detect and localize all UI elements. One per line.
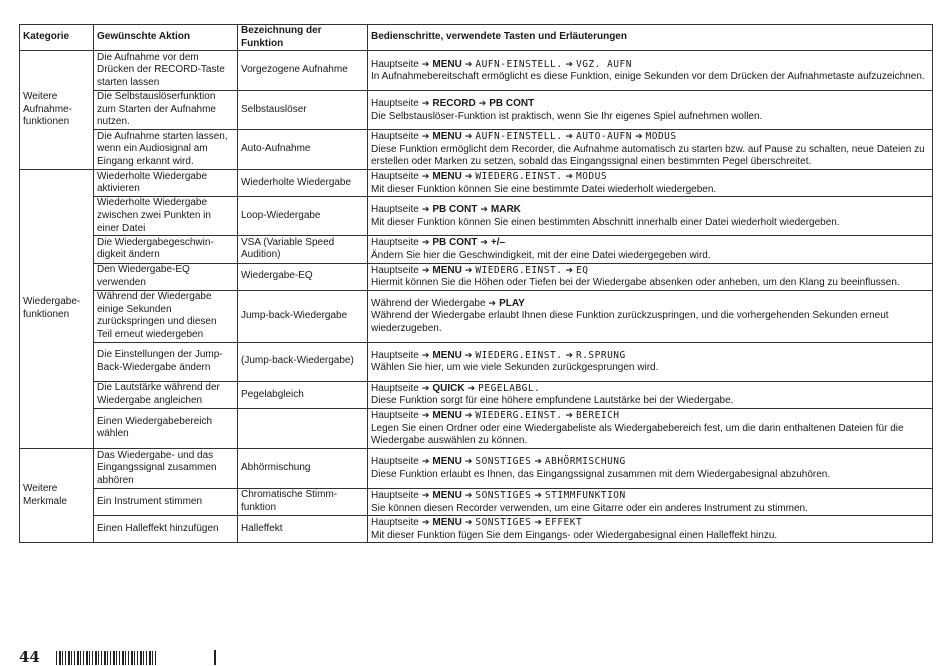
action-cell: Einen Wiedergabebereich wählen bbox=[94, 408, 238, 448]
page-number: 44 bbox=[19, 648, 40, 666]
step-description: Die Selbstauslöser-Funktion ist praktisch, wenn Sie Ihr eigenes Spiel aufnehmen wollen. bbox=[371, 110, 763, 122]
key-label: +/– bbox=[490, 237, 506, 249]
step-description: Sie können diesen Recorder verwenden, um eine Gitarre oder ein anderes Instrument zu stimmen. bbox=[371, 502, 808, 514]
step-path bbox=[371, 264, 929, 278]
menu-item-label: WIEDERG.EINST. bbox=[475, 349, 563, 361]
crop-mark bbox=[214, 650, 216, 665]
step-path bbox=[371, 97, 929, 111]
arrow-right-icon: ➔ bbox=[421, 382, 430, 393]
page-footer bbox=[19, 650, 279, 665]
step-path bbox=[371, 516, 929, 530]
menu-item-label: R.SPRUNG bbox=[575, 349, 626, 361]
action-cell: Die Aufnahme starten lassen, wenn ein Audiosignal am Eingang erkannt wird. bbox=[94, 130, 238, 170]
step-path bbox=[371, 455, 929, 469]
arrow-right-icon: ➔ bbox=[421, 58, 430, 69]
function-name-cell: Chromatische Stimm-funktion bbox=[238, 488, 368, 515]
table-row bbox=[20, 197, 933, 236]
step-description: Mit dieser Funktion können Sie eine bestimmte Datei wiederholt wiedergeben. bbox=[371, 183, 717, 195]
table-row bbox=[20, 236, 933, 263]
step-start: Hauptseite bbox=[371, 58, 419, 70]
function-name-cell: Jump-back-Wiedergabe bbox=[238, 290, 368, 342]
action-cell: Die Selbstauslöserfunktion zum Starten der Aufnahme nutzen. bbox=[94, 91, 238, 130]
function-name-cell: Halleffekt bbox=[238, 516, 368, 543]
step-start: Hauptseite bbox=[371, 237, 419, 249]
step-path bbox=[371, 489, 929, 503]
arrow-right-icon: ➔ bbox=[565, 410, 573, 421]
table-row bbox=[20, 448, 933, 488]
category-cell: Weitere Aufnahme-funktionen bbox=[20, 51, 94, 170]
step-description: Mit dieser Funktion können Sie einen bestimmten Abschnitt innerhalb einer Datei wiederholt wiedergeben. bbox=[371, 216, 840, 228]
menu-item-label: SONSTIGES bbox=[475, 456, 532, 468]
key-label: MENU bbox=[432, 171, 462, 183]
key-label: MENU bbox=[432, 58, 462, 70]
arrow-right-icon: ➔ bbox=[565, 349, 573, 360]
step-start: Hauptseite bbox=[371, 382, 419, 394]
step-description: Ändern Sie hier die Geschwindigkeit, mit der eine Datei wiedergegeben wird. bbox=[371, 249, 711, 261]
steps-cell bbox=[368, 170, 933, 197]
step-path bbox=[371, 297, 929, 311]
steps-cell bbox=[368, 130, 933, 170]
function-name-cell: (Jump-back-Wiedergabe) bbox=[238, 342, 368, 381]
steps-cell bbox=[368, 408, 933, 448]
steps-cell bbox=[368, 197, 933, 236]
steps-cell bbox=[368, 236, 933, 263]
arrow-right-icon: ➔ bbox=[480, 237, 488, 248]
function-name-cell: VSA (Variable Speed Audition) bbox=[238, 236, 368, 263]
action-cell: Die Wiedergabegeschwin-digkeit ändern bbox=[94, 236, 238, 263]
step-description: In Aufnahmebereitschaft ermöglicht es diese Funktion, einige Sekunden vor dem Drücken der Aufnahmetaste aufzuzeichnen. bbox=[371, 71, 925, 83]
arrow-right-icon: ➔ bbox=[421, 237, 430, 248]
arrow-right-icon: ➔ bbox=[421, 489, 430, 500]
step-start: Hauptseite bbox=[371, 264, 419, 276]
function-name-cell: Auto-Aufnahme bbox=[238, 130, 368, 170]
arrow-right-icon: ➔ bbox=[421, 456, 430, 467]
function-name-cell: Selbstauslöser bbox=[238, 91, 368, 130]
action-cell: Das Wiedergabe- und das Eingangssignal zusammen abhören bbox=[94, 448, 238, 488]
function-name-cell: Wiederholte Wiedergabe bbox=[238, 170, 368, 197]
step-start: Hauptseite bbox=[371, 349, 419, 361]
key-label: MENU bbox=[432, 264, 462, 276]
action-cell: Während der Wiedergabe einige Sekunden zurückspringen und diesen Teil erneut wiedergeben bbox=[94, 290, 238, 342]
step-start: Hauptseite bbox=[371, 131, 419, 143]
header-steps: Bedienschritte, verwendete Tasten und Erläuterungen bbox=[368, 25, 933, 51]
key-label: PLAY bbox=[499, 297, 525, 309]
arrow-right-icon: ➔ bbox=[464, 171, 473, 182]
arrow-right-icon: ➔ bbox=[565, 171, 573, 182]
key-label: MENU bbox=[432, 349, 462, 361]
menu-item-label: WIEDERG.EINST. bbox=[475, 264, 563, 276]
action-cell: Die Aufnahme vor dem Drücken der RECORD-Taste starten lassen bbox=[94, 51, 238, 91]
arrow-right-icon: ➔ bbox=[421, 204, 430, 215]
action-cell: Den Wiedergabe-EQ verwenden bbox=[94, 263, 238, 290]
menu-item-label: WIEDERG.EINST. bbox=[475, 171, 563, 183]
arrow-right-icon: ➔ bbox=[421, 171, 430, 182]
function-name-cell: Wiedergabe-EQ bbox=[238, 263, 368, 290]
step-start: Hauptseite bbox=[371, 204, 419, 216]
step-start: Hauptseite bbox=[371, 98, 419, 110]
action-cell: Wiederholte Wiedergabe aktivieren bbox=[94, 170, 238, 197]
function-table bbox=[19, 24, 933, 543]
step-start: Hauptseite bbox=[371, 410, 419, 422]
arrow-right-icon: ➔ bbox=[565, 264, 573, 275]
table-row bbox=[20, 381, 933, 408]
step-path bbox=[371, 409, 929, 423]
step-path bbox=[371, 130, 929, 144]
menu-item-label: STIMMFUNKTION bbox=[544, 489, 626, 501]
step-start: Hauptseite bbox=[371, 489, 419, 501]
arrow-right-icon: ➔ bbox=[488, 297, 497, 308]
function-name-cell: Pegelabgleich bbox=[238, 381, 368, 408]
table-row bbox=[20, 91, 933, 130]
arrow-right-icon: ➔ bbox=[634, 131, 643, 142]
key-label: MARK bbox=[490, 204, 521, 216]
table-row bbox=[20, 290, 933, 342]
step-start: Während der Wiedergabe bbox=[371, 297, 486, 309]
arrow-right-icon: ➔ bbox=[464, 517, 473, 528]
header-category: Kategorie bbox=[20, 25, 94, 51]
key-label: MENU bbox=[432, 456, 462, 468]
table-row bbox=[20, 170, 933, 197]
table-header-row bbox=[20, 25, 933, 51]
arrow-right-icon: ➔ bbox=[565, 131, 573, 142]
menu-item-label: WIEDERG.EINST. bbox=[475, 410, 563, 422]
step-description: Diese Funktion ermöglicht dem Recorder, die Aufnahme automatisch zu starten bzw. auf Pause zu schalten, neue Dateien zu erstellen oder Marken zu setzen, sobald das Eingangssignal einen bestimmten Pegel überschreitet. bbox=[371, 143, 925, 168]
menu-item-label: ABHÖRMISCHUNG bbox=[544, 456, 626, 468]
arrow-right-icon: ➔ bbox=[421, 349, 430, 360]
menu-item-label: SONSTIGES bbox=[475, 489, 532, 501]
barcode-graphic bbox=[56, 651, 156, 665]
arrow-right-icon: ➔ bbox=[565, 58, 573, 69]
arrow-right-icon: ➔ bbox=[464, 489, 473, 500]
step-start: Hauptseite bbox=[371, 171, 419, 183]
category-cell: Wiedergabe-funktionen bbox=[20, 170, 94, 449]
step-path bbox=[371, 349, 929, 363]
function-name-cell: Abhörmischung bbox=[238, 448, 368, 488]
arrow-right-icon: ➔ bbox=[534, 489, 542, 500]
arrow-right-icon: ➔ bbox=[478, 98, 487, 109]
menu-item-label: SONSTIGES bbox=[475, 517, 532, 529]
table-row bbox=[20, 51, 933, 91]
arrow-right-icon: ➔ bbox=[464, 349, 473, 360]
steps-cell bbox=[368, 488, 933, 515]
key-label: PB CONT bbox=[489, 98, 535, 110]
step-start: Hauptseite bbox=[371, 456, 419, 468]
step-path bbox=[371, 382, 929, 396]
arrow-right-icon: ➔ bbox=[467, 382, 476, 393]
step-description: Während der Wiedergabe erlaubt Ihnen diese Funktion zurückzuspringen, und die vorhergehenden Sekunden erneut wiederzugeben. bbox=[371, 310, 889, 335]
step-description: Hiermit können Sie die Höhen oder Tiefen bei der Wiedergabe absenken oder anheben, um den Klang zu beeinflussen. bbox=[371, 277, 900, 289]
menu-item-label: AUFN-EINSTELL. bbox=[475, 58, 563, 70]
steps-cell bbox=[368, 290, 933, 342]
key-label: MENU bbox=[432, 517, 462, 529]
arrow-right-icon: ➔ bbox=[421, 98, 430, 109]
step-start: Hauptseite bbox=[371, 517, 419, 529]
menu-item-label: PEGELABGL. bbox=[478, 382, 541, 394]
key-label: MENU bbox=[432, 131, 462, 143]
arrow-right-icon: ➔ bbox=[421, 131, 430, 142]
key-label: RECORD bbox=[432, 98, 476, 110]
table-row bbox=[20, 408, 933, 448]
action-cell: Die Lautstärke während der Wiedergabe angleichen bbox=[94, 381, 238, 408]
action-cell: Die Einstellungen der Jump-Back-Wiedergabe ändern bbox=[94, 342, 238, 381]
arrow-right-icon: ➔ bbox=[464, 410, 473, 421]
step-path bbox=[371, 236, 929, 250]
function-name-cell: Vorgezogene Aufnahme bbox=[238, 51, 368, 91]
arrow-right-icon: ➔ bbox=[534, 456, 542, 467]
steps-cell bbox=[368, 448, 933, 488]
menu-item-label: EFFEKT bbox=[544, 517, 583, 529]
action-cell: Einen Halleffekt hinzufügen bbox=[94, 516, 238, 543]
arrow-right-icon: ➔ bbox=[464, 58, 473, 69]
step-description: Wählen Sie hier, um wie viele Sekunden zurückgesprungen wird. bbox=[371, 362, 659, 374]
steps-cell bbox=[368, 342, 933, 381]
action-cell: Ein Instrument stimmen bbox=[94, 488, 238, 515]
table-row bbox=[20, 342, 933, 381]
step-description: Diese Funktion erlaubt es Ihnen, das Eingangssignal zusammen mit dem Wiedergabesignal abzuhören. bbox=[371, 468, 831, 480]
arrow-right-icon: ➔ bbox=[464, 264, 473, 275]
step-description: Mit dieser Funktion fügen Sie dem Eingangs- oder Wiedergabesignal einen Halleffekt hinzu. bbox=[371, 529, 778, 541]
steps-cell bbox=[368, 516, 933, 543]
menu-item-label: VGZ. AUFN bbox=[575, 58, 632, 70]
table-row bbox=[20, 516, 933, 543]
steps-cell bbox=[368, 381, 933, 408]
table-row bbox=[20, 488, 933, 515]
category-cell: Weitere Merkmale bbox=[20, 448, 94, 542]
menu-item-label: BEREICH bbox=[575, 410, 620, 422]
step-path bbox=[371, 170, 929, 184]
arrow-right-icon: ➔ bbox=[421, 264, 430, 275]
key-label: PB CONT bbox=[432, 204, 478, 216]
step-description: Legen Sie einen Ordner oder eine Wiedergabeliste als Wiedergabebereich fest, um die darin enthaltenen Dateien für die Wiedergabe auswählen zu können. bbox=[371, 422, 904, 447]
table-row bbox=[20, 263, 933, 290]
arrow-right-icon: ➔ bbox=[480, 204, 488, 215]
table-row bbox=[20, 130, 933, 170]
step-path bbox=[371, 203, 929, 217]
header-action: Gewünschte Aktion bbox=[94, 25, 238, 51]
menu-item-label: AUTO-AUFN bbox=[575, 131, 632, 143]
arrow-right-icon: ➔ bbox=[464, 131, 473, 142]
step-path bbox=[371, 58, 929, 72]
key-label: PB CONT bbox=[432, 237, 478, 249]
function-name-cell: Loop-Wiedergabe bbox=[238, 197, 368, 236]
header-function-name: Bezeichnung der Funktion bbox=[238, 25, 368, 51]
menu-item-label: EQ bbox=[575, 264, 589, 276]
arrow-right-icon: ➔ bbox=[464, 456, 473, 467]
steps-cell bbox=[368, 91, 933, 130]
function-name-cell bbox=[238, 408, 368, 448]
steps-cell bbox=[368, 263, 933, 290]
key-label: MENU bbox=[432, 489, 462, 501]
menu-item-label: MODUS bbox=[575, 171, 608, 183]
menu-item-label: MODUS bbox=[645, 131, 677, 143]
menu-item-label: AUFN-EINSTELL. bbox=[475, 131, 563, 143]
arrow-right-icon: ➔ bbox=[421, 410, 430, 421]
action-cell: Wiederholte Wiedergabe zwischen zwei Punkten in einer Datei bbox=[94, 197, 238, 236]
key-label: MENU bbox=[432, 410, 462, 422]
step-description: Diese Funktion sorgt für eine höhere empfundene Lautstärke bei der Wiedergabe. bbox=[371, 395, 734, 407]
key-label: QUICK bbox=[432, 382, 465, 394]
arrow-right-icon: ➔ bbox=[534, 517, 542, 528]
arrow-right-icon: ➔ bbox=[421, 517, 430, 528]
steps-cell bbox=[368, 51, 933, 91]
